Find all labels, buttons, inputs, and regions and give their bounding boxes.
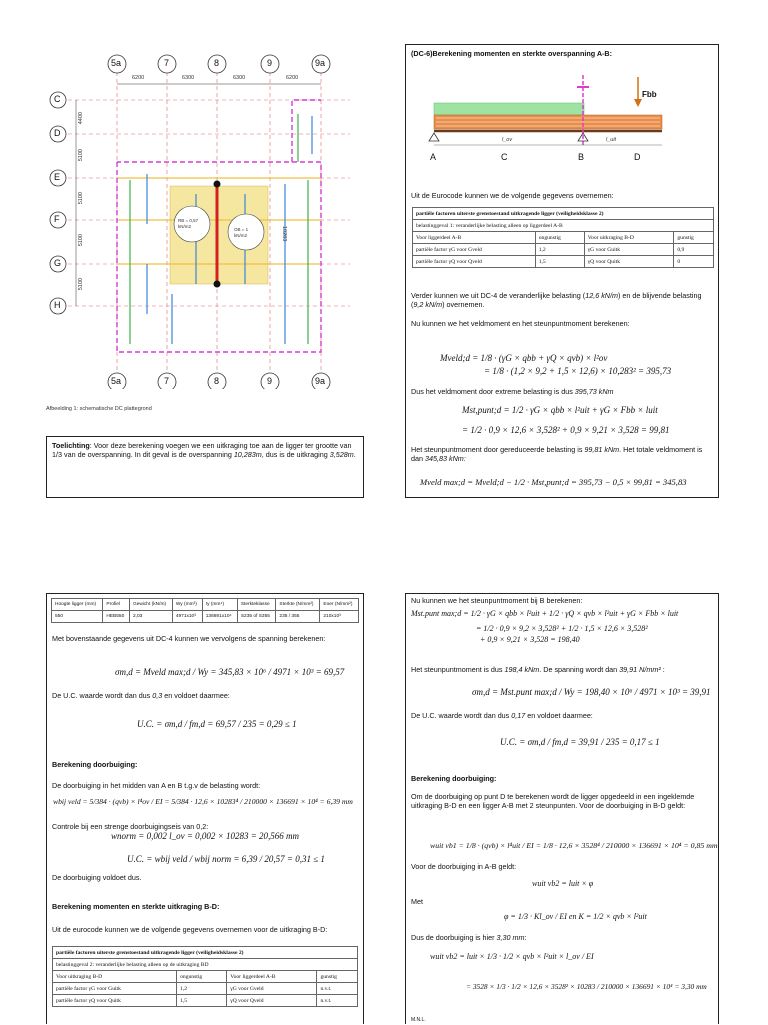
grid-bubble-top: 9: [267, 58, 273, 68]
table-cell: partiële factor γQ voor Quitk: [53, 995, 177, 1007]
section-heading: Berekening doorbuiging:: [411, 774, 497, 783]
table-cell: γG voor Guitk: [584, 244, 674, 256]
text: Dus de doorbuiging is hier: [411, 933, 497, 942]
table-title: partiële factoren uiterste grenstoestand uitkragende ligger (veiligheidsklasse 2): [53, 947, 358, 959]
table-cell: partiële factor γG voor Gveld: [413, 244, 536, 256]
section-heading: Berekening momenten en sterkte uitkraging B-D:: [52, 902, 220, 911]
text: . Het totale veldmoment is dan: [411, 445, 703, 464]
eq-phi: φ = 1/3 · Kl_ov / EI en K = 1/2 × qvb × l²uit: [504, 912, 647, 921]
table-sub: belastinggeval 1: veranderlijke belasting alleen op liggerdeel A-B: [413, 220, 714, 232]
table-head: Sterkte (N/mm²): [276, 599, 320, 611]
figure-caption: Afbeelding 1: schematische DC plattegrond: [46, 406, 152, 412]
dim-left: 4400: [78, 112, 84, 125]
eq-deflection-bd: wuit vb1 = 1/8 · (qvb) × l⁴uit / EI = 1/8 · 12,6 × 3528⁴ / 210000 × 136691 × 10⁴ = 0,85 mm: [430, 841, 718, 850]
grid-bubble-top: 5a: [111, 58, 122, 68]
text: De U.C. waarde wordt dan dus: [52, 691, 153, 700]
value: 39,91 N/mm²: [619, 665, 661, 674]
table-cell: 1,2: [535, 244, 584, 256]
eq-w-uit-vb2: wuit vb2 = luit × φ: [532, 879, 594, 888]
dim-top: 6300: [182, 75, 195, 81]
eq-steun-2: = 1/2 · 0,9 × 12,6 × 3,528² + 0,9 × 9,21 × 3,528 = 99,81: [462, 425, 670, 435]
grid-bubble-top: 9a: [315, 58, 326, 68]
eq-deflection-ab-2: = 3528 × 1/3 · 1/2 × 12,6 × 3528² × 10283 / 210000 × 136691 × 10⁴ = 3,30 mm: [466, 982, 707, 991]
eq-steun-max-2: = 1/2 · 0,9 × 9,2 × 3,528² + 1/2 · 1,5 × 12,6 × 3,528²: [476, 624, 648, 633]
text: en voldoet daarmee:: [162, 691, 230, 700]
value: 12,6 kN/m: [585, 291, 618, 300]
table-cell: Voor uitkraging B-D: [53, 971, 177, 983]
grid-row-label: C: [54, 94, 61, 104]
eq-norm: wnorm = 0,002 l_ov = 0,002 × 10283 = 20,566 mm: [111, 831, 300, 841]
steun-intro: Nu kunnen we het steunpuntmoment bij B berekenen:: [411, 596, 583, 605]
dim-left: 5100: [78, 149, 84, 162]
grid-bubble-bottom: 8: [214, 376, 220, 386]
text: ) overnemen.: [442, 300, 485, 310]
toelichting-label: Toelichting: [52, 441, 90, 450]
table-cell: 1,5: [177, 995, 227, 1007]
table-cell: 235 / 355: [276, 611, 320, 623]
table-cell: 210x10³: [320, 611, 359, 623]
uc-text: [411, 711, 593, 720]
calc-panel-bd: [405, 593, 719, 1024]
factor-table-2: [52, 946, 358, 1007]
point-label-a: A: [430, 152, 437, 162]
text: en voldoet daarmee:: [525, 711, 593, 720]
point-label-d: D: [634, 152, 641, 162]
eq-uc: U.C. = σm,d / fm,d = 69,57 / 235 = 0,29 ≤ 1: [137, 719, 297, 729]
value: 0,3: [152, 691, 163, 700]
text: Verder kunnen we uit DC-4 de veranderlijke belasting (: [411, 291, 586, 300]
table-sub: belastinggeval 2: veranderlijke belasting alleen op de uitkraging BD: [53, 959, 358, 971]
footer-note: M.N.L.: [411, 1017, 426, 1023]
table-cell: S235 of S355: [237, 611, 276, 623]
control-text: Controle bij een strenge doorbuigingseis van 0,2:: [52, 822, 209, 831]
toelichting-box: [46, 436, 364, 498]
table-cell: Voor liggerdeel A-B: [227, 971, 317, 983]
table-cell: ongunstig: [535, 232, 584, 244]
dim-vertical-span: 10283: [281, 226, 287, 242]
text: Het steunpuntmoment is dus: [411, 665, 505, 674]
toelichting-text: : Voor deze berekening voegen we een uitkraging toe aan de ligger ter grootte van 1/3 van de overspanning. In dit geval is de overspanning: [52, 441, 352, 460]
table-cell: 0,9: [674, 244, 714, 256]
stress-intro: Met bovenstaande gegevens uit DC-4 kunnen we vervolgens de spanning berekenen:: [52, 634, 326, 643]
ab-deflection-intro: Voor de doorbuiging in A-B geldt:: [411, 862, 517, 871]
table-head: Sterkteklasse: [237, 599, 276, 611]
span-label-uit: l_uit: [606, 137, 617, 143]
eq-uc-b: U.C. = σm,d / fm,d = 39,91 / 235 = 0,17 ≤ 1: [500, 737, 660, 747]
value: 0,17: [511, 711, 526, 720]
table-title: partiële factoren uiterste grenstoestand uitkragende ligger (veiligheidsklasse 2): [413, 208, 714, 220]
eq-veld-2: = 1/8 · (1,2 × 9,2 + 1,5 × 12,6) × 10,283² = 395,73: [484, 366, 672, 376]
calc-panel-stress: [46, 593, 364, 1024]
force-label: Fbb: [642, 90, 657, 99]
table-cell: 1,5: [535, 256, 584, 268]
value: 395,73 kNm: [574, 387, 614, 396]
table-head: Profiel: [103, 599, 130, 611]
eq-veld-1: Mveld;d = 1/8 · (γG × qbb + γQ × qvb) × l²ov: [440, 353, 608, 363]
deflection-method: Om de doorbuiging op punt D te berekenen wordt de ligger opgedeeld in een ingeklemde uitkraging B-D en een ligger A-B met 2 steunpunten. Voor de doorbuiging in B-D geldt:: [411, 792, 695, 811]
eq-steun-max-1: Mst.punt max;d = 1/2 · γG × qbb × l²uit + 1/2 · γQ × qvb × l²uit + γG × Fbb × luit: [411, 609, 679, 618]
section-heading: Berekening doorbuiging:: [52, 760, 138, 769]
table-cell: 4971x10³: [172, 611, 202, 623]
dc-floor-plan: [40, 44, 370, 389]
load-label-right: OB = 1 kN/m2: [234, 227, 249, 238]
table-head: Wy (mm³): [172, 599, 202, 611]
factor-table-1: [412, 207, 714, 268]
deflection-result: [411, 933, 526, 942]
dim-top: 6200: [132, 75, 145, 81]
eq-stress-b: σm,d = Mst.punt max;d / Wy = 198,40 × 10⁶ / 4971 × 10³ = 39,91: [472, 687, 711, 697]
calc-panel-ab: [405, 44, 719, 498]
intro-text: Uit de Eurocode kunnen we de volgende gegevens overnemen:: [411, 191, 614, 200]
value: 9,2 kN/m: [413, 300, 443, 310]
table-cell: 550: [52, 611, 103, 623]
grid-row-label: G: [54, 258, 62, 268]
deflection-ok: De doorbuiging voldoet dus.: [52, 873, 142, 882]
toelichting-text: , dus is de uitkraging: [261, 450, 330, 460]
dim-top: 6200: [286, 75, 299, 81]
met-label: Met: [411, 897, 423, 906]
beam-diagram: [426, 73, 666, 163]
table-cell: Voor uitkraging B-D: [584, 232, 674, 244]
dim-left: 5100: [78, 192, 84, 205]
eurocode-intro: Uit de eurocode kunnen we de volgende gegevens overnemen voor de uitkraging B-D:: [52, 925, 328, 934]
eq-stress: σm,d = Mveld max;d / Wy = 345,83 × 10⁶ / 4971 × 10³ = 69,57: [115, 667, 345, 677]
load-text: [411, 291, 713, 310]
value: 345,83 kNm:: [425, 454, 466, 464]
table-cell: n.v.t.: [317, 995, 358, 1007]
profile-table: [51, 598, 359, 623]
eq-uc-deflection: U.C. = wbij veld / wbij norm = 6,39 / 20,57 = 0,31 ≤ 1: [127, 854, 325, 864]
table-head: Eoer (N/mm²): [320, 599, 359, 611]
table-cell: γQ voor Quitk: [584, 256, 674, 268]
dim-top: 6300: [233, 75, 246, 81]
eq-deflection-ab-1: wuit vb2 = luit × 1/3 · 1/2 × qvb × l²uit × l_ov / EI: [430, 952, 594, 961]
table-cell: gunstig: [317, 971, 358, 983]
text: ) en de blijvende belasting (: [411, 291, 702, 310]
eq-deflection: wbij veld = 5/384 · (qvb) × l⁴ov / EI = 5/384 · 12,6 × 10283⁴ / 210000 × 136691 × 10⁴ = 6,39 mm: [53, 797, 353, 806]
deflection-intro: De doorbuiging in het midden van A en B t.g.v de belasting wordt:: [52, 781, 261, 790]
veld-result: [411, 387, 614, 396]
grid-row-label: F: [54, 214, 60, 224]
point-label-c: C: [501, 152, 508, 162]
grid-row-label: E: [54, 172, 61, 182]
table-cell: n.v.t.: [317, 983, 358, 995]
text: . De spanning wordt dan: [539, 665, 620, 674]
table-cell: partiële factor γG voor Guitk: [53, 983, 177, 995]
grid-bubble-top: 8: [214, 58, 220, 68]
grid-bubble-top: 7: [164, 58, 170, 68]
value: 99,81 kNm: [584, 445, 620, 454]
text: De U.C. waarde wordt dan dus: [411, 711, 512, 720]
table-cell: partiële factor γQ voor Qveld: [413, 256, 536, 268]
text: :: [660, 665, 665, 674]
plan-panel: [40, 44, 370, 424]
dim-left: 5100: [78, 234, 84, 247]
moment-intro: Nu kunnen we het veldmoment en het steunpuntmoment berekenen:: [411, 319, 630, 328]
table-cell: Voor liggerdeel A-B: [413, 232, 536, 244]
grid-row-label: H: [54, 300, 61, 310]
steun-result: [411, 445, 713, 464]
point-label-b: B: [578, 152, 585, 162]
toelichting-text: .: [353, 450, 356, 460]
value: 3,30 mm: [496, 933, 525, 942]
grid-bubble-bottom: 7: [164, 376, 170, 386]
text: :: [524, 933, 527, 942]
section-title: (DC-6)Berekening momenten en sterkte overspanning A-B:: [411, 49, 613, 58]
table-cell: 1,2: [177, 983, 227, 995]
table-cell: gunstig: [674, 232, 714, 244]
dim-left: 5100: [78, 278, 84, 291]
toelichting-span: 10,283m: [233, 450, 262, 460]
load-label-left: RB = 0,57 kN/m2: [178, 218, 199, 229]
table-cell: ongunstig: [177, 971, 227, 983]
eq-steun-max-3: + 0,9 × 9,21 × 3,528 = 198,40: [480, 635, 580, 644]
table-head: Gewicht (kN/m): [129, 599, 172, 611]
table-cell: γQ voor Qveld: [227, 995, 317, 1007]
table-cell: HEB550: [103, 611, 130, 623]
table-cell: 136691x10⁴: [202, 611, 237, 623]
table-cell: 2,03: [129, 611, 172, 623]
grid-row-label: D: [54, 128, 61, 138]
grid-bubble-bottom: 9: [267, 376, 273, 386]
steun-result: [411, 665, 716, 674]
eq-steun-1: Mst,punt;d = 1/2 · γG × qbb × l²uit + γG × Fbb × luit: [462, 405, 658, 415]
text: Dus het veldmoment door extreme belasting is dus: [411, 387, 575, 396]
table-head: Hoogte ligger (mm): [52, 599, 103, 611]
grid-bubble-bottom: 5a: [111, 376, 122, 386]
eq-veld-max: Mveld max;d = Mveld;d − 1/2 · Mst,punt;d = 395,73 − 0,5 × 99,81 = 345,83: [420, 477, 687, 487]
uc-text: [52, 691, 230, 700]
table-cell: γG voor Gveld: [227, 983, 317, 995]
table-cell: 0: [674, 256, 714, 268]
span-label-ov: l_ov: [502, 137, 513, 143]
value: 198,4 kNm: [504, 665, 540, 674]
text: Het steunpuntmoment door gereduceerde belasting is: [411, 445, 585, 454]
grid-bubble-bottom: 9a: [315, 376, 326, 386]
table-head: Iy (mm⁴): [202, 599, 237, 611]
toelichting-cant: 3,528m: [329, 450, 354, 460]
